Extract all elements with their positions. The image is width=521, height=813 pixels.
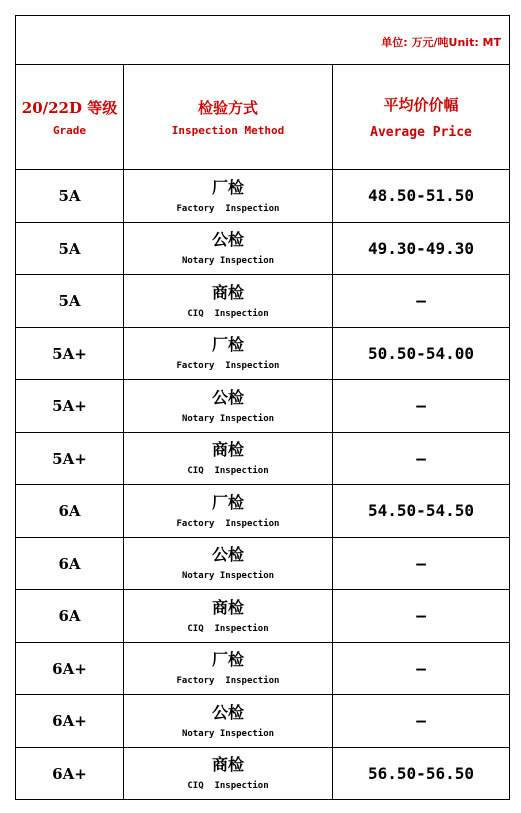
method-en: Notary Inspection bbox=[181, 413, 275, 424]
method-en: Factory Inspection bbox=[176, 203, 280, 214]
method-cell bbox=[124, 170, 333, 223]
method-en: CIQ Inspection bbox=[187, 308, 269, 319]
grade-cell bbox=[16, 485, 124, 538]
method-header bbox=[124, 65, 333, 170]
unit-zh: 单位: 万元/吨 bbox=[381, 35, 449, 49]
method-en: Notary Inspection bbox=[181, 571, 275, 582]
grade-value: 5A bbox=[58, 292, 81, 311]
price-value: — bbox=[416, 606, 426, 626]
price-cell bbox=[333, 275, 510, 328]
method-zh: 公检 bbox=[211, 545, 244, 565]
grade-value: 5A+ bbox=[52, 397, 87, 416]
method-zh: 商检 bbox=[211, 755, 244, 775]
price-cell bbox=[333, 642, 510, 695]
grade-cell bbox=[16, 695, 124, 748]
grade-header-en: Grade bbox=[52, 123, 87, 137]
grade-value: 6A+ bbox=[52, 659, 87, 678]
price-cell bbox=[333, 222, 510, 275]
unit-row bbox=[16, 16, 510, 65]
table-row bbox=[16, 747, 510, 800]
table-row bbox=[16, 537, 510, 590]
price-value: — bbox=[416, 291, 426, 311]
table-row bbox=[16, 485, 510, 538]
table-row bbox=[16, 380, 510, 433]
grade-value: 6A bbox=[58, 502, 81, 521]
price-header-zh: 平均价价幅 bbox=[383, 95, 459, 114]
method-cell bbox=[124, 642, 333, 695]
method-en: Factory Inspection bbox=[176, 361, 280, 372]
table-row bbox=[16, 695, 510, 748]
method-cell bbox=[124, 590, 333, 643]
price-value: 48.50-51.50 bbox=[368, 186, 474, 206]
unit-cell bbox=[16, 16, 510, 65]
price-cell bbox=[333, 747, 510, 800]
method-zh: 公检 bbox=[211, 387, 244, 407]
table-row bbox=[16, 275, 510, 328]
price-cell bbox=[333, 537, 510, 590]
price-value: 49.30-49.30 bbox=[368, 238, 474, 258]
grade-value: 5A+ bbox=[52, 344, 87, 363]
grade-value: 6A+ bbox=[52, 712, 87, 731]
method-cell bbox=[124, 695, 333, 748]
method-cell bbox=[124, 537, 333, 590]
grade-cell bbox=[16, 170, 124, 223]
method-zh: 厂检 bbox=[211, 335, 244, 355]
header-row bbox=[16, 65, 510, 170]
method-en: Factory Inspection bbox=[176, 518, 280, 529]
unit-en: Unit: MT bbox=[448, 35, 502, 49]
grade-cell bbox=[16, 275, 124, 328]
method-en: Factory Inspection bbox=[176, 676, 280, 687]
grade-cell bbox=[16, 537, 124, 590]
method-zh: 商检 bbox=[211, 597, 244, 617]
grade-cell bbox=[16, 642, 124, 695]
method-header-zh: 检验方式 bbox=[197, 98, 258, 117]
grade-cell bbox=[16, 432, 124, 485]
method-en: Notary Inspection bbox=[181, 256, 275, 267]
grade-cell bbox=[16, 327, 124, 380]
price-cell bbox=[333, 590, 510, 643]
method-zh: 商检 bbox=[211, 282, 244, 302]
grade-cell bbox=[16, 747, 124, 800]
price-cell bbox=[333, 170, 510, 223]
price-cell bbox=[333, 432, 510, 485]
price-value: — bbox=[416, 448, 426, 468]
grade-value: 5A bbox=[58, 187, 81, 206]
method-cell bbox=[124, 432, 333, 485]
price-value: 56.50-56.50 bbox=[368, 763, 474, 783]
price-value: 50.50-54.00 bbox=[368, 343, 474, 363]
price-header-en: Average Price bbox=[370, 124, 472, 140]
method-cell bbox=[124, 747, 333, 800]
method-cell bbox=[124, 275, 333, 328]
grade-header-zh: 20/22D 等级 bbox=[21, 98, 118, 117]
price-cell bbox=[333, 327, 510, 380]
table-row bbox=[16, 432, 510, 485]
grade-header bbox=[16, 65, 124, 170]
method-en: Notary Inspection bbox=[181, 728, 275, 739]
grade-value: 6A bbox=[58, 554, 81, 573]
price-header bbox=[333, 65, 510, 170]
method-en: CIQ Inspection bbox=[187, 623, 269, 634]
method-en: CIQ Inspection bbox=[187, 466, 269, 477]
grade-cell bbox=[16, 380, 124, 433]
method-en: CIQ Inspection bbox=[187, 781, 269, 792]
price-value: 54.50-54.50 bbox=[368, 501, 474, 521]
grade-value: 6A+ bbox=[52, 764, 87, 783]
price-value: — bbox=[416, 553, 426, 573]
method-zh: 商检 bbox=[211, 440, 244, 460]
price-value: — bbox=[416, 658, 426, 678]
grade-value: 6A bbox=[58, 607, 81, 626]
price-cell bbox=[333, 485, 510, 538]
grade-value: 5A+ bbox=[52, 449, 87, 468]
grade-value: 5A bbox=[58, 239, 81, 258]
method-zh: 厂检 bbox=[211, 492, 244, 512]
table-row bbox=[16, 222, 510, 275]
table-row bbox=[16, 642, 510, 695]
method-cell bbox=[124, 485, 333, 538]
method-zh: 厂检 bbox=[211, 177, 244, 197]
table-row bbox=[16, 327, 510, 380]
grade-cell bbox=[16, 222, 124, 275]
price-value: — bbox=[416, 396, 426, 416]
method-zh: 公检 bbox=[211, 702, 244, 722]
table-row bbox=[16, 170, 510, 223]
price-cell bbox=[333, 695, 510, 748]
method-zh: 公检 bbox=[211, 230, 244, 250]
price-value: — bbox=[416, 711, 426, 731]
method-cell bbox=[124, 380, 333, 433]
method-header-en: Inspection Method bbox=[171, 123, 285, 137]
method-zh: 厂检 bbox=[211, 650, 244, 670]
method-cell bbox=[124, 327, 333, 380]
price-cell bbox=[333, 380, 510, 433]
grade-cell bbox=[16, 590, 124, 643]
table-row bbox=[16, 590, 510, 643]
method-cell bbox=[124, 222, 333, 275]
price-table bbox=[15, 15, 510, 800]
